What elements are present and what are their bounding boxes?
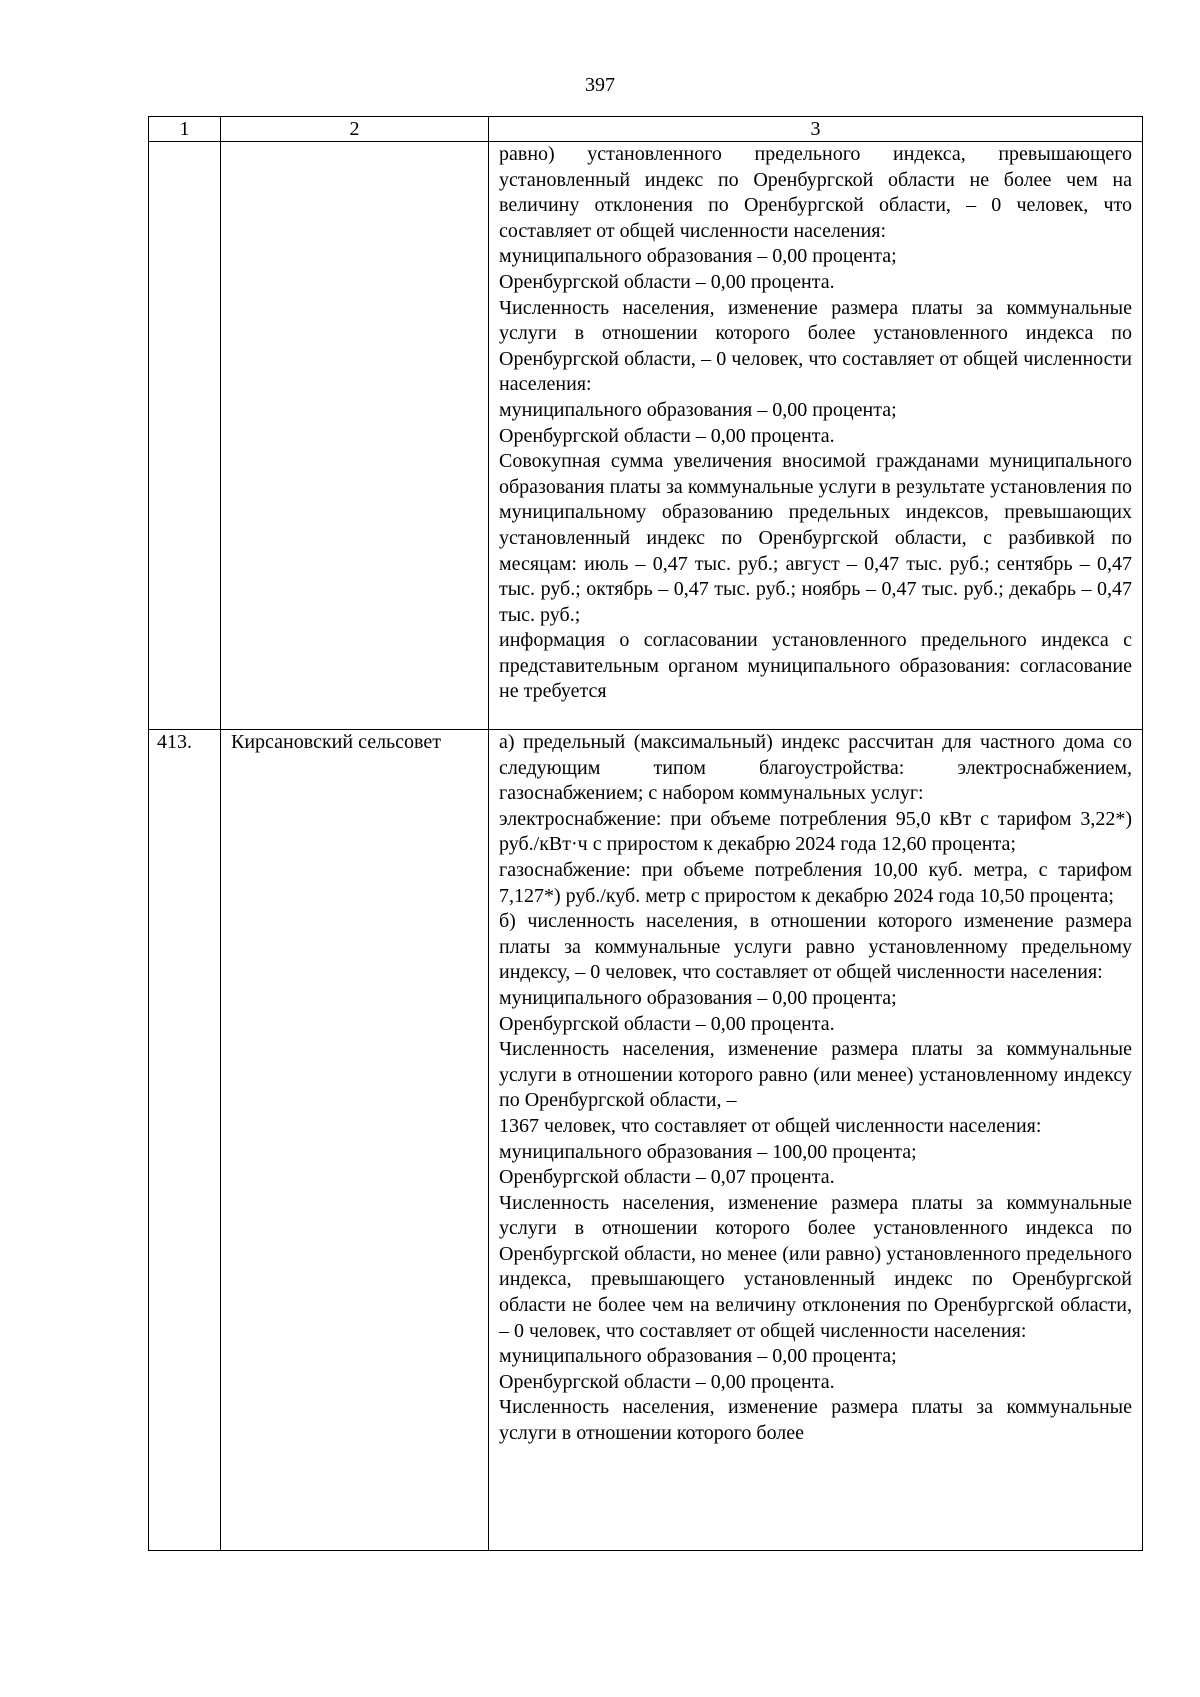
index-details-cell: [489, 142, 1143, 730]
page-number: 397: [585, 74, 615, 96]
table-row-continuation: [149, 142, 1143, 730]
details-paragraph: Совокупная сумма увеличения вносимой гражданами муниципального образования платы за коммунальные услуги в результате установления по муниципальному образованию предельных индексов, превышающих установленный индекс по Оренбургской области, с разбивкой по месяцам: июль – 0,47 тыс. руб.; август – 0,47 тыс. руб.; сентябрь – 0,47 тыс. руб.; октябрь – 0,47 тыс. руб.; ноябрь – 0,47 тыс. руб.; декабрь – 0,47 тыс. руб.;: [499, 450, 1132, 626]
column-header-3: 3: [489, 117, 1143, 142]
table-row-413: [149, 730, 1143, 1551]
details-paragraph: муниципального образования – 0,00 процента;: [499, 245, 897, 268]
details-paragraph: муниципального образования – 100,00 процента;: [499, 1140, 917, 1163]
column-header-2: 2: [221, 117, 489, 142]
details-paragraph: Оренбургской области – 0,00 процента.: [499, 1012, 835, 1035]
details-paragraph: Оренбургской области – 0,00 процента.: [499, 270, 835, 293]
details-paragraph: Численность населения, изменение размера платы за коммунальные услуги в отношении которого более установленного индекса по Оренбургской области, – 0 человек, что составляет от общей численности населения:: [499, 296, 1132, 396]
details-paragraph: газоснабжение: при объеме потребления 10,00 куб. метра, с тарифом 7,127*) руб./куб. метр с приростом к декабрю 2024 года 10,50 процента;: [499, 858, 1132, 907]
details-paragraph: Численность населения, изменение размера платы за коммунальные услуги в отношении которого более установленного индекса по Оренбургской области, но менее (или равно) установленного предельного индекса, превышающего установленный индекс по Оренбургской области не более чем на величину отклонения по Оренбургской области, – 0 человек, что составляет от общей численности населения:: [499, 1191, 1132, 1342]
details-paragraph: информация о согласовании установленного предельного индекса с представительным органом муниципального образования: согласование не требуется: [499, 629, 1132, 703]
municipality-index-table: [148, 116, 1143, 1551]
details-paragraph: а) предельный (максимальный) индекс рассчитан для частного дома со следующим типом благоустройства: электроснабжением, газоснабжением; с набором коммунальных услуг:: [499, 731, 1132, 805]
municipality-name-cell: Кирсановский сельсовет: [221, 730, 489, 1551]
row-number-cell: [149, 142, 221, 730]
details-paragraph: Оренбургской области – 0,07 процента.: [499, 1166, 835, 1189]
details-paragraph: равно) установленного предельного индекса, превышающего установленный индекс по Оренбургской области не более чем на величину отклонения по Оренбургской области, – 0 человек, что составляет от общей численности населения:: [499, 143, 1132, 242]
details-paragraph: муниципального образования – 0,00 процента;: [499, 1345, 897, 1368]
details-paragraph: б) численность населения, в отношении которого изменение размера платы за коммунальные услуги равно установленному предельному индексу, – 0 человек, что составляет от общей численности населения:: [499, 910, 1132, 984]
details-paragraph: 1367 человек, что составляет от общей численности населения:: [499, 1114, 1042, 1137]
details-paragraph: Оренбургской области – 0,00 процента.: [499, 1370, 835, 1393]
municipality-name-cell: [221, 142, 489, 730]
details-paragraph: электроснабжение: при объеме потребления 95,0 кВт с тарифом 3,22*) руб./кВт·ч с приростом к декабрю 2024 года 12,60 процента;: [499, 807, 1132, 856]
details-paragraph: муниципального образования – 0,00 процента;: [499, 986, 897, 1009]
details-paragraph: Численность населения, изменение размера платы за коммунальные услуги в отношении которого равно (или менее) установленному индексу по Оренбургской области, –: [499, 1038, 1132, 1112]
details-paragraph: Оренбургской области – 0,00 процента.: [499, 424, 835, 447]
table-header-row: [149, 117, 1143, 142]
index-details-cell: [489, 730, 1143, 1551]
details-paragraph: Численность населения, изменение размера платы за коммунальные услуги в отношении которого более: [499, 1396, 1132, 1445]
details-paragraph: муниципального образования – 0,00 процента;: [499, 398, 897, 421]
row-number-cell: 413.: [149, 730, 221, 1551]
column-header-1: 1: [149, 117, 221, 142]
